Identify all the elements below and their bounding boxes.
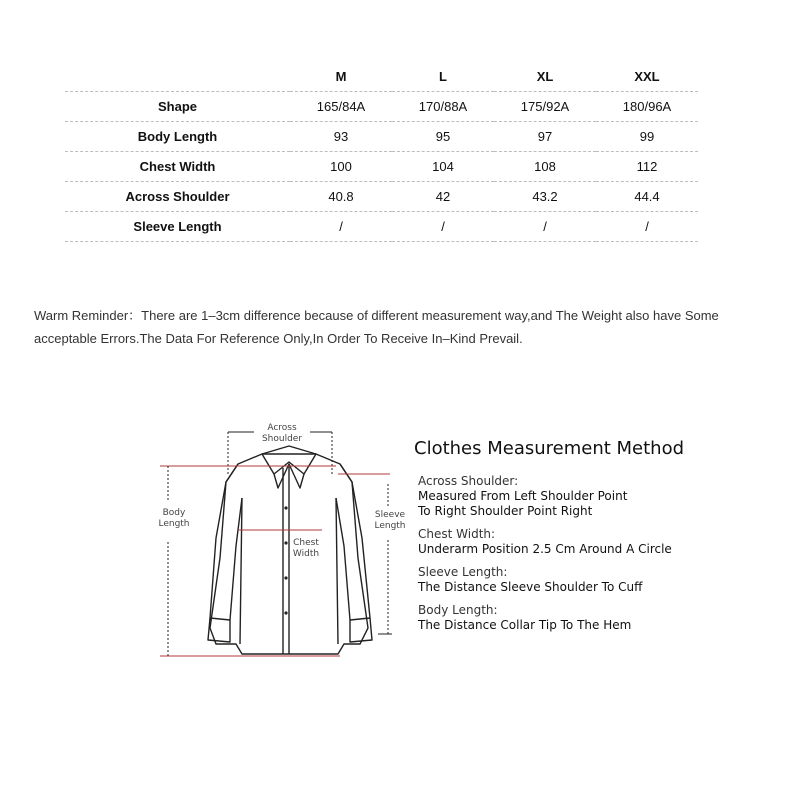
table-row-shape <box>65 92 698 122</box>
method-sleeve-length <box>418 565 642 595</box>
header-size-m: M <box>290 62 392 92</box>
table-cell: 99 <box>596 122 698 152</box>
table-cell: 40.8 <box>290 182 392 212</box>
reminder-line-1: Warm Reminder：There are 1–3cm difference because of different measurement way,and The Weight also have Some <box>34 308 719 323</box>
table-cell: 44.4 <box>596 182 698 212</box>
label-text: Body <box>162 508 186 518</box>
shirt-buttons <box>284 506 287 614</box>
table-cell: 42 <box>392 182 494 212</box>
method-text: Measured From Left Shoulder Point <box>418 489 628 503</box>
method-text: To Right Shoulder Point Right <box>418 504 593 518</box>
row-label: Sleeve Length <box>65 212 290 242</box>
table-cell: 97 <box>494 122 596 152</box>
label-text: Shoulder <box>261 434 303 444</box>
method-heading: Across Shoulder: <box>418 474 519 488</box>
method-body-length <box>418 603 631 633</box>
method-heading: Body Length: <box>418 603 498 617</box>
table-cell: 175/92A <box>494 92 596 122</box>
shirt-illustration <box>150 418 410 668</box>
label-chest-width <box>284 538 328 560</box>
table-cell: / <box>596 212 698 242</box>
size-chart-table <box>65 62 698 242</box>
table-cell: 112 <box>596 152 698 182</box>
label-text: Length <box>374 521 406 531</box>
table-header-row <box>65 62 698 92</box>
table-row-body-length <box>65 122 698 152</box>
label-text: Sleeve <box>374 510 406 520</box>
reminder-line-2: acceptable Errors.The Data For Reference Only,In Order To Receive In–Kind Prevail. <box>34 331 523 346</box>
method-heading: Chest Width: <box>418 527 496 541</box>
table-cell: 93 <box>290 122 392 152</box>
header-size-l: L <box>392 62 494 92</box>
shirt-measurement-diagram <box>150 418 410 668</box>
method-text: Underarm Position 2.5 Cm Around A Circle <box>418 542 672 556</box>
header-size-xxl: XXL <box>596 62 698 92</box>
table-cell: / <box>494 212 596 242</box>
measurement-method-title: Clothes Measurement Method <box>414 438 685 459</box>
label-body-length <box>154 508 194 530</box>
label-text: Length <box>158 519 190 529</box>
method-text: The Distance Collar Tip To The Hem <box>418 618 632 632</box>
table-cell: 108 <box>494 152 596 182</box>
table-cell: 180/96A <box>596 92 698 122</box>
row-label: Across Shoulder <box>65 182 290 212</box>
table-cell: 170/88A <box>392 92 494 122</box>
warm-reminder <box>34 304 774 350</box>
method-heading: Sleeve Length: <box>418 565 508 579</box>
method-chest-width <box>418 527 672 557</box>
label-across-shoulder <box>254 423 310 445</box>
label-text: Across <box>267 423 297 433</box>
header-empty-cell <box>65 62 290 92</box>
table-cell: 100 <box>290 152 392 182</box>
label-text: Width <box>292 549 320 559</box>
table-cell: 43.2 <box>494 182 596 212</box>
row-label: Shape <box>65 92 290 122</box>
row-label: Chest Width <box>65 152 290 182</box>
table-row-sleeve-length <box>65 212 698 242</box>
table-cell: 95 <box>392 122 494 152</box>
table-cell: 165/84A <box>290 92 392 122</box>
row-label: Body Length <box>65 122 290 152</box>
label-sleeve-length <box>368 510 412 532</box>
method-across-shoulder <box>418 474 627 519</box>
table-cell: / <box>290 212 392 242</box>
method-text: The Distance Sleeve Shoulder To Cuff <box>418 580 643 594</box>
header-size-xl: XL <box>494 62 596 92</box>
table-row-across-shoulder <box>65 182 698 212</box>
label-text: Chest <box>293 538 319 548</box>
table-cell: / <box>392 212 494 242</box>
table-cell: 104 <box>392 152 494 182</box>
table-row-chest-width <box>65 152 698 182</box>
